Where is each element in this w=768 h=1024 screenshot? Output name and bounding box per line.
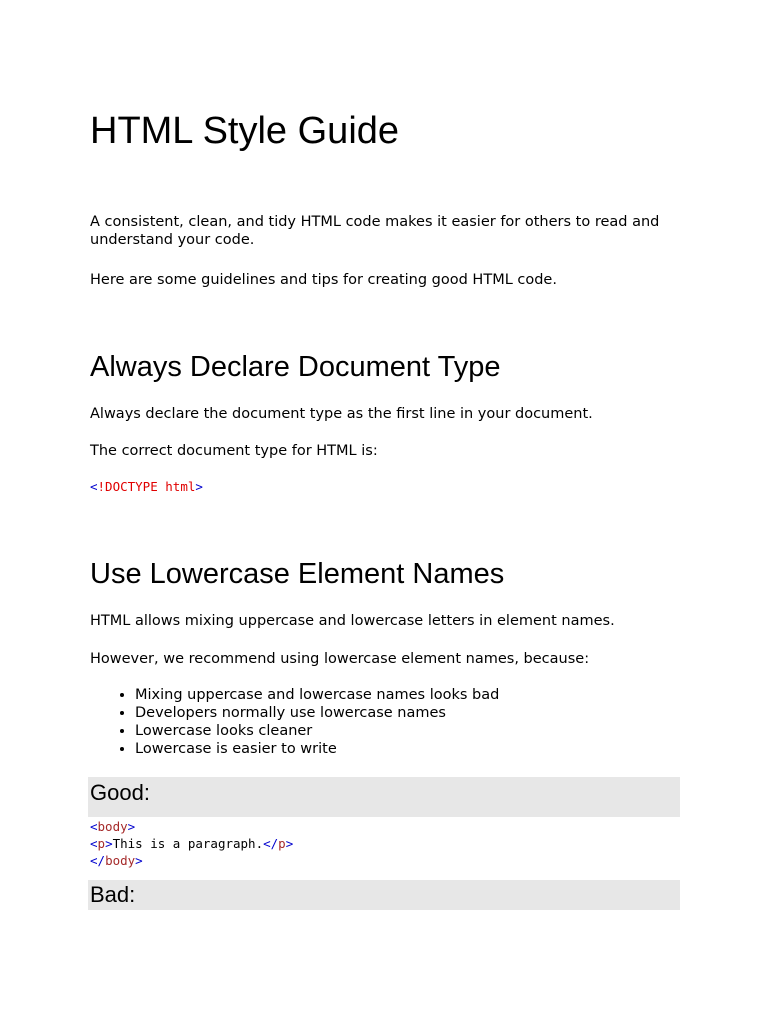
intro-paragraph-2: Here are some guidelines and tips for creating good HTML code. bbox=[90, 272, 557, 288]
lowercase-paragraph-1: HTML allows mixing uppercase and lowercase letters in element names. bbox=[90, 613, 615, 629]
code-angle-close: > bbox=[127, 819, 136, 834]
reasons-list bbox=[90, 686, 499, 758]
doctype-paragraph-2: The correct document type for HTML is: bbox=[90, 443, 378, 459]
list-item: • Lowercase looks cleaner bbox=[135, 722, 499, 740]
intro-paragraph-1: A consistent, clean, and tidy HTML code makes it easier for others to read and understand your code. bbox=[90, 214, 660, 248]
code-angle-open: < bbox=[90, 819, 98, 834]
code-angle-close: > bbox=[135, 853, 143, 868]
list-item: • Lowercase is easier to write bbox=[135, 740, 499, 758]
code-angle-open: < bbox=[90, 479, 98, 494]
code-line-3 bbox=[90, 852, 293, 869]
code-angle-close: > bbox=[105, 836, 113, 851]
code-angle-close: > bbox=[285, 836, 294, 851]
code-tag-name: body bbox=[97, 819, 128, 834]
code-tag-name: p bbox=[97, 836, 106, 851]
code-angle-close: > bbox=[195, 479, 203, 494]
good-example-header bbox=[88, 777, 680, 817]
code-tag-name: p bbox=[278, 836, 286, 851]
code-doctype-text: !DOCTYPE html bbox=[97, 479, 196, 494]
code-angle-open: </ bbox=[90, 853, 106, 868]
code-line-1 bbox=[90, 818, 293, 835]
page-title: HTML Style Guide bbox=[90, 110, 400, 152]
code-angle-open: </ bbox=[263, 836, 279, 851]
doctype-code bbox=[90, 478, 203, 495]
bad-example-header bbox=[88, 880, 680, 910]
list-item: • Developers normally use lowercase names bbox=[135, 704, 499, 722]
bad-example-label: Bad: bbox=[90, 882, 136, 907]
code-angle-open: < bbox=[90, 836, 98, 851]
lowercase-heading: Use Lowercase Element Names bbox=[90, 558, 505, 590]
code-line-2 bbox=[90, 835, 293, 852]
good-example-label: Good: bbox=[90, 780, 150, 805]
list-item: • Mixing uppercase and lowercase names looks bad bbox=[135, 686, 499, 704]
doctype-heading: Always Declare Document Type bbox=[90, 351, 501, 383]
good-example-code bbox=[90, 818, 293, 869]
doctype-paragraph-1: Always declare the document type as the first line in your document. bbox=[90, 406, 593, 422]
code-text: This is a paragraph. bbox=[112, 836, 264, 851]
lowercase-paragraph-2: However, we recommend using lowercase element names, because: bbox=[90, 651, 590, 667]
code-tag-name: body bbox=[105, 853, 136, 868]
